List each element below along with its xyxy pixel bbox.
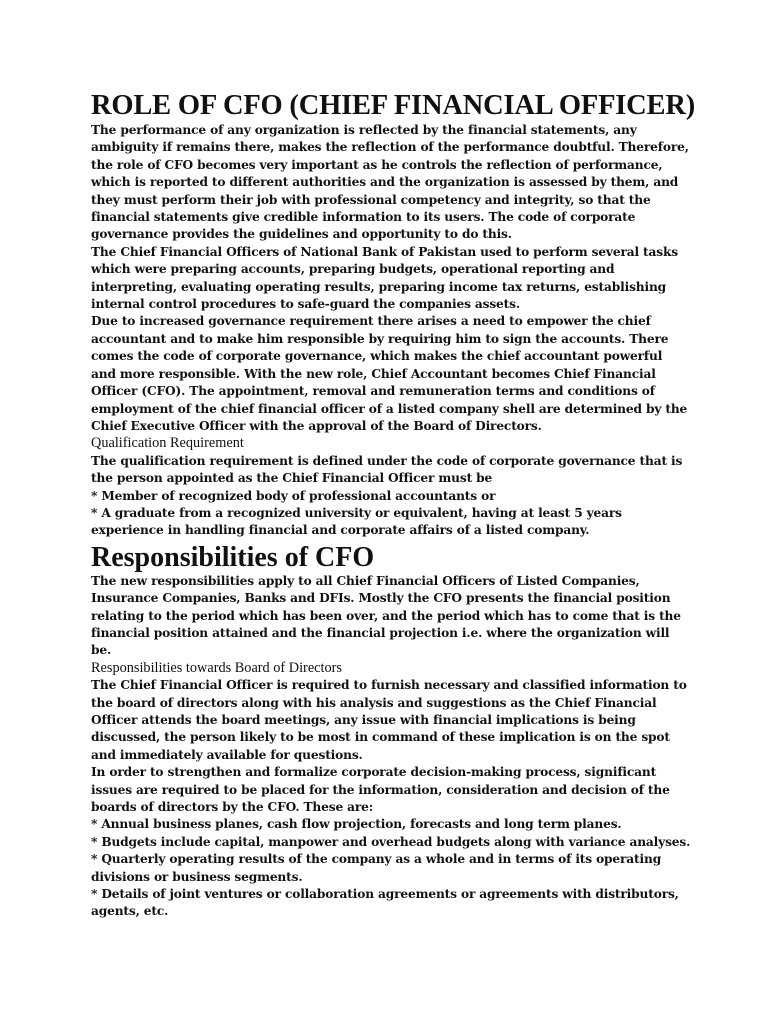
board-bullet-3: * Quarterly operating results of the company as a whole and in terms of its operating divisions or business segments. <box>91 852 662 884</box>
nbp-cfo-tasks-paragraph: The Chief Financial Officers of National Bank of Pakistan used to perform several tasks which were preparing accounts, preparing budgets, operational reporting and interpreting, evaluating operating results, preparing income tax returns, establishing internal control procedures to safe-guard the companies assets. <box>91 244 679 312</box>
document-page <box>91 90 696 921</box>
governance-paragraph: Due to increased governance requirement there arises a need to empower the chief accountant and to make him responsible by requiring him to sign the accounts. There comes the code of corporate governance, which makes the chief accountant powerful and more responsible. With the new role, Chief Accountant becomes Chief Financial Officer (CFO). The appointment, removal and remuneration terms and conditions of employment of the chief financial officer of a listed company shell are determined by the Chief Executive Officer with the approval of the Board of Directors. <box>91 314 688 433</box>
board-responsibilities-heading: Responsibilities towards Board of Directors <box>91 659 342 676</box>
qualification-bullet-2: * A graduate from a recognized university or equivalent, having at least 5 years experience in handling financial and corporate affairs of a listed company. <box>91 505 622 538</box>
responsibilities-title: Responsibilities of CFO <box>91 541 375 573</box>
qualification-bullet-1: * Member of recognized body of professional accountants or <box>91 488 496 503</box>
board-paragraph-1: The Chief Financial Officer is required to furnish necessary and classified information to the board of directors along with his analysis and suggestions as the Chief Financial Officer attends the board meetings, any issue with financial implications is being discussed, the person likely to be most in command of these implication is on the spot and immediately available for questions. <box>91 678 687 762</box>
document-title: ROLE OF CFO (CHIEF FINANCIAL OFFICER) <box>91 90 696 121</box>
responsibilities-paragraph: The new responsibilities apply to all Chief Financial Officers of Listed Companies, Insurance Companies, Banks and DFIs. Mostly the CFO presents the financial position relating to the period which has been over, and the period which has to come that is the financial position attained and the financial projection i.e. where the organization will be. <box>91 573 681 658</box>
board-bullet-1: * Annual business planes, cash flow projection, forecasts and long term planes. <box>91 817 622 832</box>
board-bullet-2: * Budgets include capital, manpower and overhead budgets along with variance analyses. <box>91 834 691 849</box>
qualification-paragraph: The qualification requirement is defined under the code of corporate governance that is the person appointed as the Chief Financial Officer must be <box>91 453 683 486</box>
board-paragraph-2: In order to strengthen and formalize corporate decision-making process, significant issues are required to be placed for the information, consideration and decision of the boards of directors by the CFO. These are: <box>91 765 670 815</box>
qualification-heading: Qualification Requirement <box>91 435 244 452</box>
board-bullet-4: * Details of joint ventures or collaboration agreements or agreements with distributors, agents, etc. <box>91 887 679 919</box>
intro-paragraph: The performance of any organization is reflected by the financial statements, any ambiguity if remains there, makes the reflection of the performance doubtful. Therefore, the role of CFO becomes very important as he controls the reflection of performance, which is reported to different authorities and the organization is assessed by them, and they must perform their job with professional competency and integrity, so that the financial statements give credible information to its users. The code of corporate governance provides the guidelines and opportunity to do this. <box>91 123 689 242</box>
